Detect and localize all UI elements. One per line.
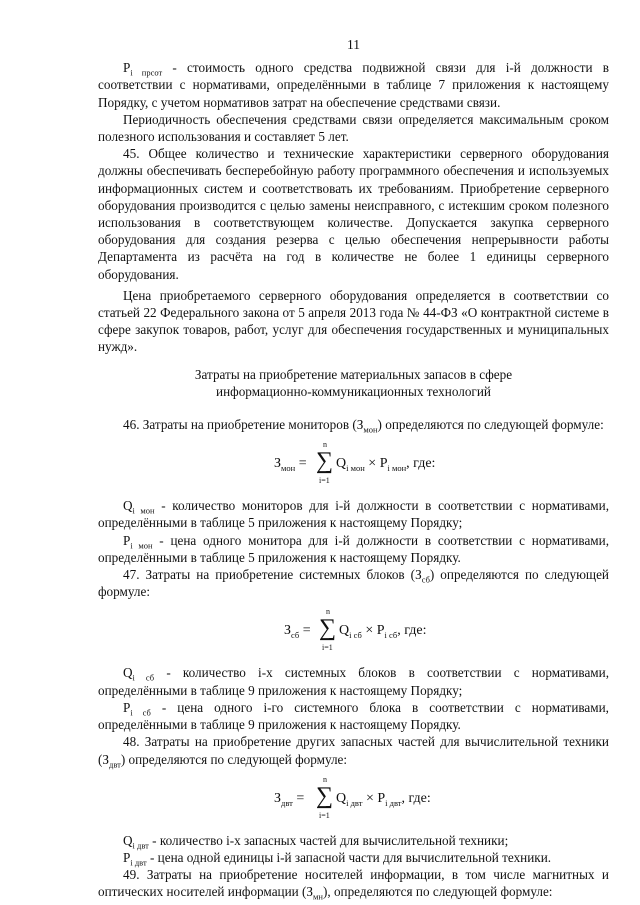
formula-47 xyxy=(98,604,609,658)
subscript: i прсот xyxy=(130,67,163,78)
formula-lhs: $З_{двт}$ = xyxy=(274,790,305,808)
definition-q-sb: $Q_{i сб}$ - количество i-х системных блоков в соответствии с нормативами, определёнными в таблице 9 приложения к настоящему Порядку; xyxy=(98,665,609,698)
paragraph-server-price: Цена приобретаемого серверного оборудования определяется в соответствии со статьей 22 Федерального закона от 5 апреля 2013 года № 44-ФЗ «О контрактной системе в сфере закупок товаров, работ, услуг для обеспечения государственных и муниципальных нужд». xyxy=(98,287,609,355)
sum-sign-icon: ∑ xyxy=(316,782,334,809)
sum-upper-limit: n xyxy=(323,774,327,784)
text: - стоимость одного средства подвижной связи для i-й должности в соответствии с нормативами, определёнными в таблице 7 приложения к настоящему Порядку, с учетом нормативов затрат на обеспечение средствами связи. xyxy=(98,60,610,110)
formula-lhs: $З_{сб}$ = xyxy=(284,623,311,641)
definition-p-sb: $P_{i сб}$ - цена одного i-го системного блока в соответствии с нормативами, определёнными в таблице 9 приложения к настоящему Порядку. xyxy=(98,699,609,733)
paragraph-periodicity: Периодичность обеспечения средствами связи определяется максимальным сроком полезного использования и составляет 5 лет. xyxy=(98,111,609,145)
heading-line-1: Затраты на приобретение материальных запасов в сфере xyxy=(194,366,513,382)
formula-rhs: $Q_{i двт} \times P_{i двт}$, где: xyxy=(336,790,431,808)
definition-q-dvt: $Q_{i двт}$ - количество i-х запасных частей для вычислительной техники; xyxy=(123,832,509,851)
text: ) определяются по следующей формуле: xyxy=(377,417,604,433)
paragraph-46 xyxy=(98,416,609,433)
sum-lower-limit: i=1 xyxy=(319,810,330,820)
formula-rhs: $Q_{i сб} \times P_{i сб}$, где: xyxy=(339,623,427,641)
formula-lhs: $З_{мон}$ = xyxy=(274,456,307,474)
sum-lower-limit: i=1 xyxy=(322,643,333,653)
paragraph-45: 45. Общее количество и технические характеристики серверного оборудования должны обеспечивать бесперебойную работу программного обеспечения и используемых информационных систем и соответствовать их требованиям. Приобретение серверного оборудования производится с целью замены неисправного, с истекшим сроком полезного использования в соответствующем количестве. Допускается закупка серверного оборудования для создания резерва с целью обеспечения непрерывности работы Департамента из расчёта на год в количестве не более 1 единицы серверного оборудования. xyxy=(98,146,609,282)
sum-upper-limit: n xyxy=(326,607,330,617)
definition-q-mon: $Q_{i мон}$ - количество мониторов для i-й должности в соответствии с нормативами, определёнными в таблице 5 приложения к настоящему Порядку; xyxy=(98,498,609,531)
symbol: P xyxy=(123,60,131,76)
formula-rhs: $Q_{i мон} \times P_{i мон}$, где: xyxy=(336,456,436,474)
page-number: 11 xyxy=(347,37,360,52)
formula-46 xyxy=(98,437,609,491)
paragraph-price-mobile xyxy=(98,59,609,111)
paragraph-48: 48. Затраты на приобретение других запасных частей для вычислительной техники $(З_{двт})$ определяются по следующей формуле: xyxy=(98,734,609,770)
sum-upper-limit: n xyxy=(323,440,327,450)
text: 46. Затраты на приобретение мониторов (З xyxy=(123,417,364,433)
heading-line-2: информационно-коммуникационных технологий xyxy=(216,383,491,399)
definition-p-dvt: $P_{i двт}$ - цена одной единицы i-й запасной части для вычислительной техники. xyxy=(123,849,552,868)
paragraph-49: 49. Затраты на приобретение носителей информации, в том числе магнитных и оптических носителей информации $(З_{мн})$, определяются по следующей формуле: xyxy=(98,867,609,902)
sum-sign-icon: ∑ xyxy=(316,448,334,475)
definition-p-mon: $P_{i мон}$ - цена одного монитора для i-й должности в соответствии с нормативами, определёнными в таблице 5 приложения к настоящему Порядку. xyxy=(98,532,610,565)
sum-lower-limit: i=1 xyxy=(319,476,330,486)
formula-48 xyxy=(98,772,609,826)
paragraph-47: 47. Затраты на приобретение системных блоков $(З_{сб})$ определяются по следующей формуле: xyxy=(98,567,609,600)
subscript: мон xyxy=(363,424,378,435)
sum-sign-icon: ∑ xyxy=(319,615,337,642)
section-heading xyxy=(98,366,609,400)
